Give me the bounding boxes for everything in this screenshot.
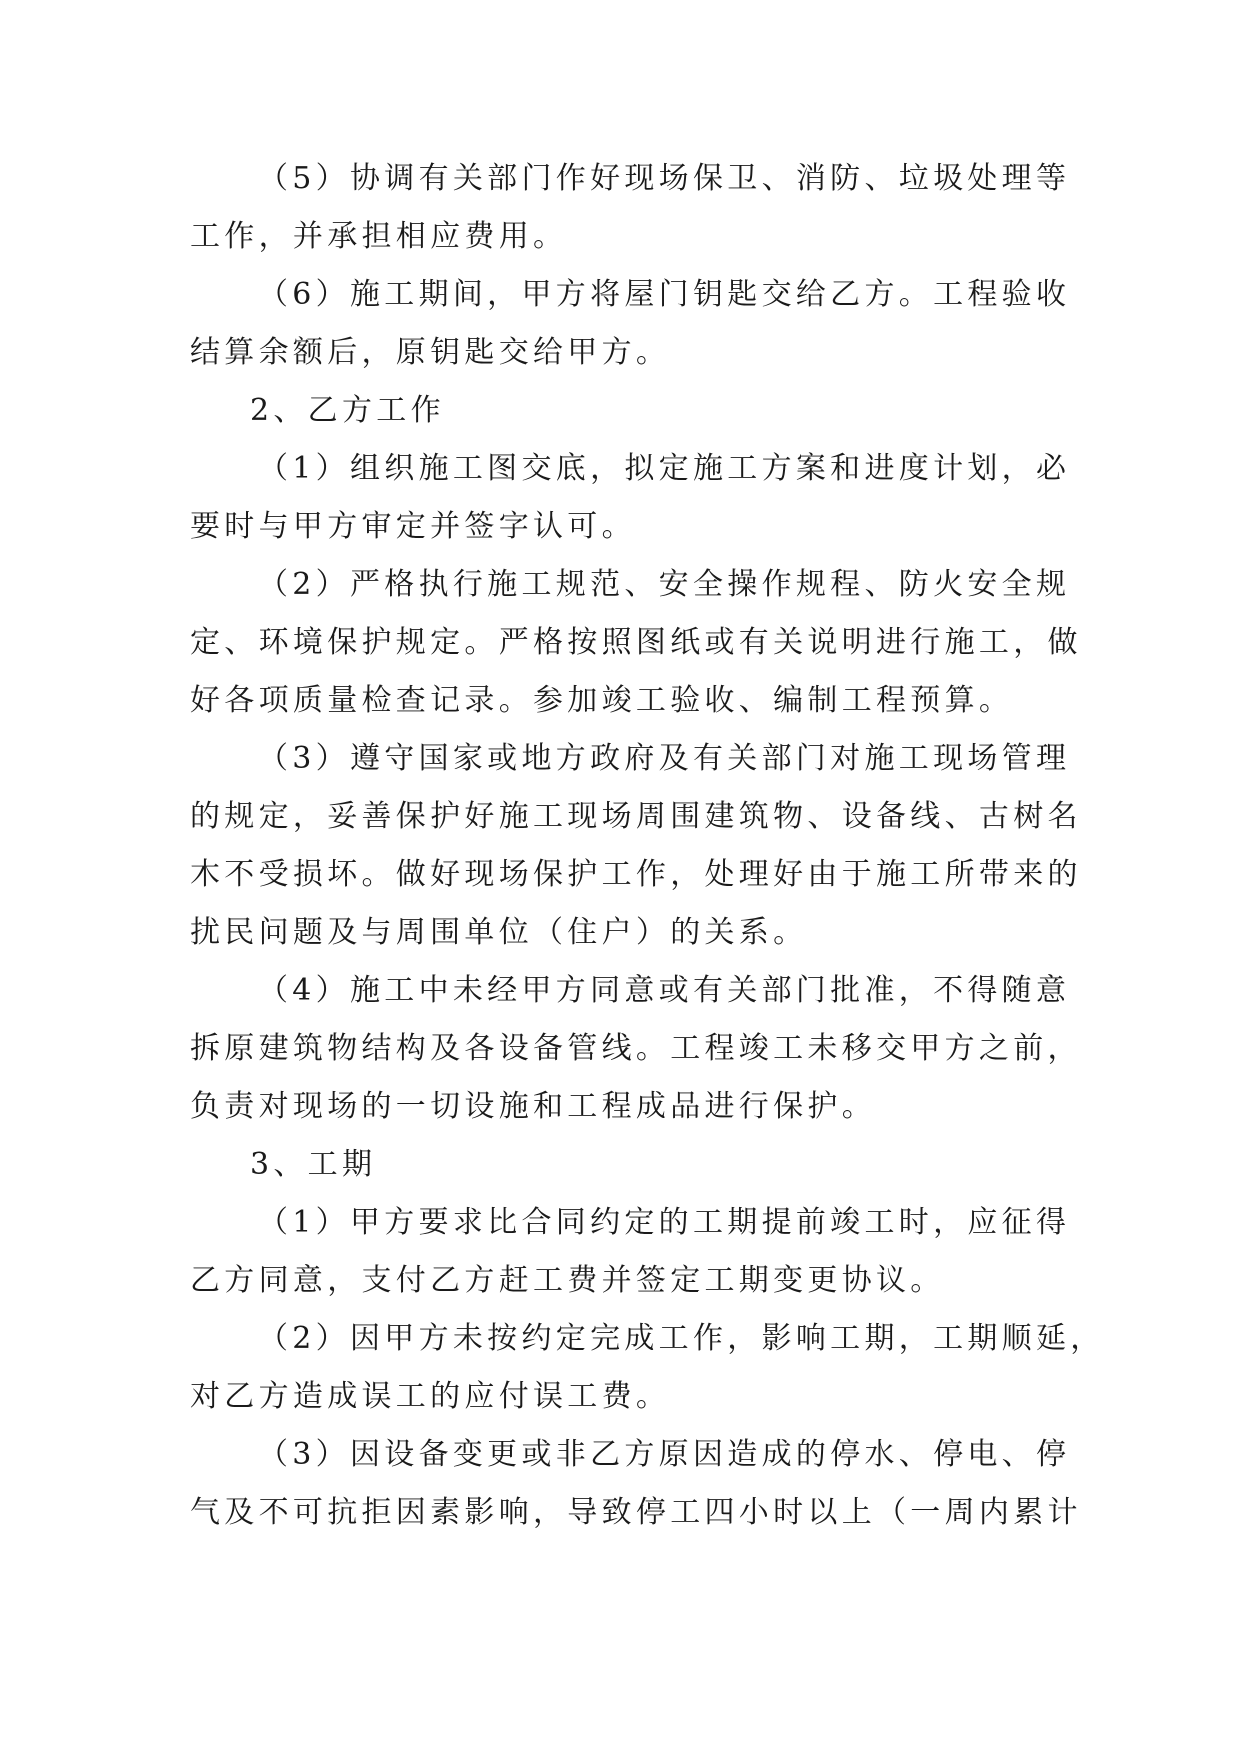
paragraph-line: 气及不可抗拒因素影响，导致停工四小时以上（一周内累计: [190, 1495, 1082, 1530]
paragraph: [190, 1194, 1071, 1310]
paragraph-line: （6）施工期间，甲方将屋门钥匙交给乙方。工程验收: [258, 277, 1071, 312]
paragraph: [190, 150, 1071, 266]
paragraph: [190, 440, 1071, 556]
paragraph-line: （3）因设备变更或非乙方原因造成的停水、停电、停: [258, 1437, 1071, 1472]
paragraph-line: 乙方同意，支付乙方赶工费并签定工期变更协议。: [190, 1263, 945, 1298]
paragraph-line: 结算余额后，原钥匙交给甲方。: [190, 335, 671, 370]
paragraph-line: （5）协调有关部门作好现场保卫、消防、垃圾处理等: [258, 161, 1071, 196]
section-heading: [190, 382, 1052, 440]
paragraph-line: 好各项质量检查记录。参加竣工验收、编制工程预算。: [190, 683, 1014, 718]
document-page: [190, 150, 1105, 1542]
paragraph: [190, 730, 1082, 962]
paragraph-line: 负责对现场的一切设施和工程成品进行保护。: [190, 1089, 876, 1124]
paragraph-line: 扰民问题及与周围单位（住户）的关系。: [190, 915, 808, 950]
paragraph-line: （2）严格执行施工规范、安全操作规程、防火安全规: [258, 567, 1071, 602]
paragraph-line: （1）组织施工图交底，拟定施工方案和进度计划，必: [258, 451, 1071, 486]
paragraph-line: （2）因甲方未按约定完成工作，影响工期，工期顺延，: [258, 1321, 1105, 1356]
paragraph-line: （4）施工中未经甲方同意或有关部门批准，不得随意: [258, 973, 1071, 1008]
section-heading: [190, 1136, 1052, 1194]
paragraph: [190, 266, 1071, 382]
paragraph: [190, 1310, 1105, 1426]
paragraph: [190, 1426, 1082, 1542]
paragraph-line: 定、环境保护规定。严格按照图纸或有关说明进行施工，做: [190, 625, 1082, 660]
paragraph-line: 拆原建筑物结构及各设备管线。工程竣工未移交甲方之前，: [190, 1031, 1082, 1066]
paragraph-line: 工作，并承担相应费用。: [190, 219, 568, 254]
paragraph-line: （3）遵守国家或地方政府及有关部门对施工现场管理: [258, 741, 1071, 776]
heading-text: 2、乙方工作: [250, 393, 445, 428]
paragraph-line: 木不受损坏。做好现场保护工作，处理好由于施工所带来的: [190, 857, 1082, 892]
paragraph: [190, 962, 1082, 1136]
paragraph: [190, 556, 1082, 730]
paragraph-line: 的规定，妥善保护好施工现场周围建筑物、设备线、古树名: [190, 799, 1082, 834]
paragraph-line: 要时与甲方审定并签字认可。: [190, 509, 636, 544]
paragraph-line: （1）甲方要求比合同约定的工期提前竣工时，应征得: [258, 1205, 1071, 1240]
paragraph-line: 对乙方造成误工的应付误工费。: [190, 1379, 671, 1414]
heading-text: 3、工期: [250, 1147, 377, 1182]
